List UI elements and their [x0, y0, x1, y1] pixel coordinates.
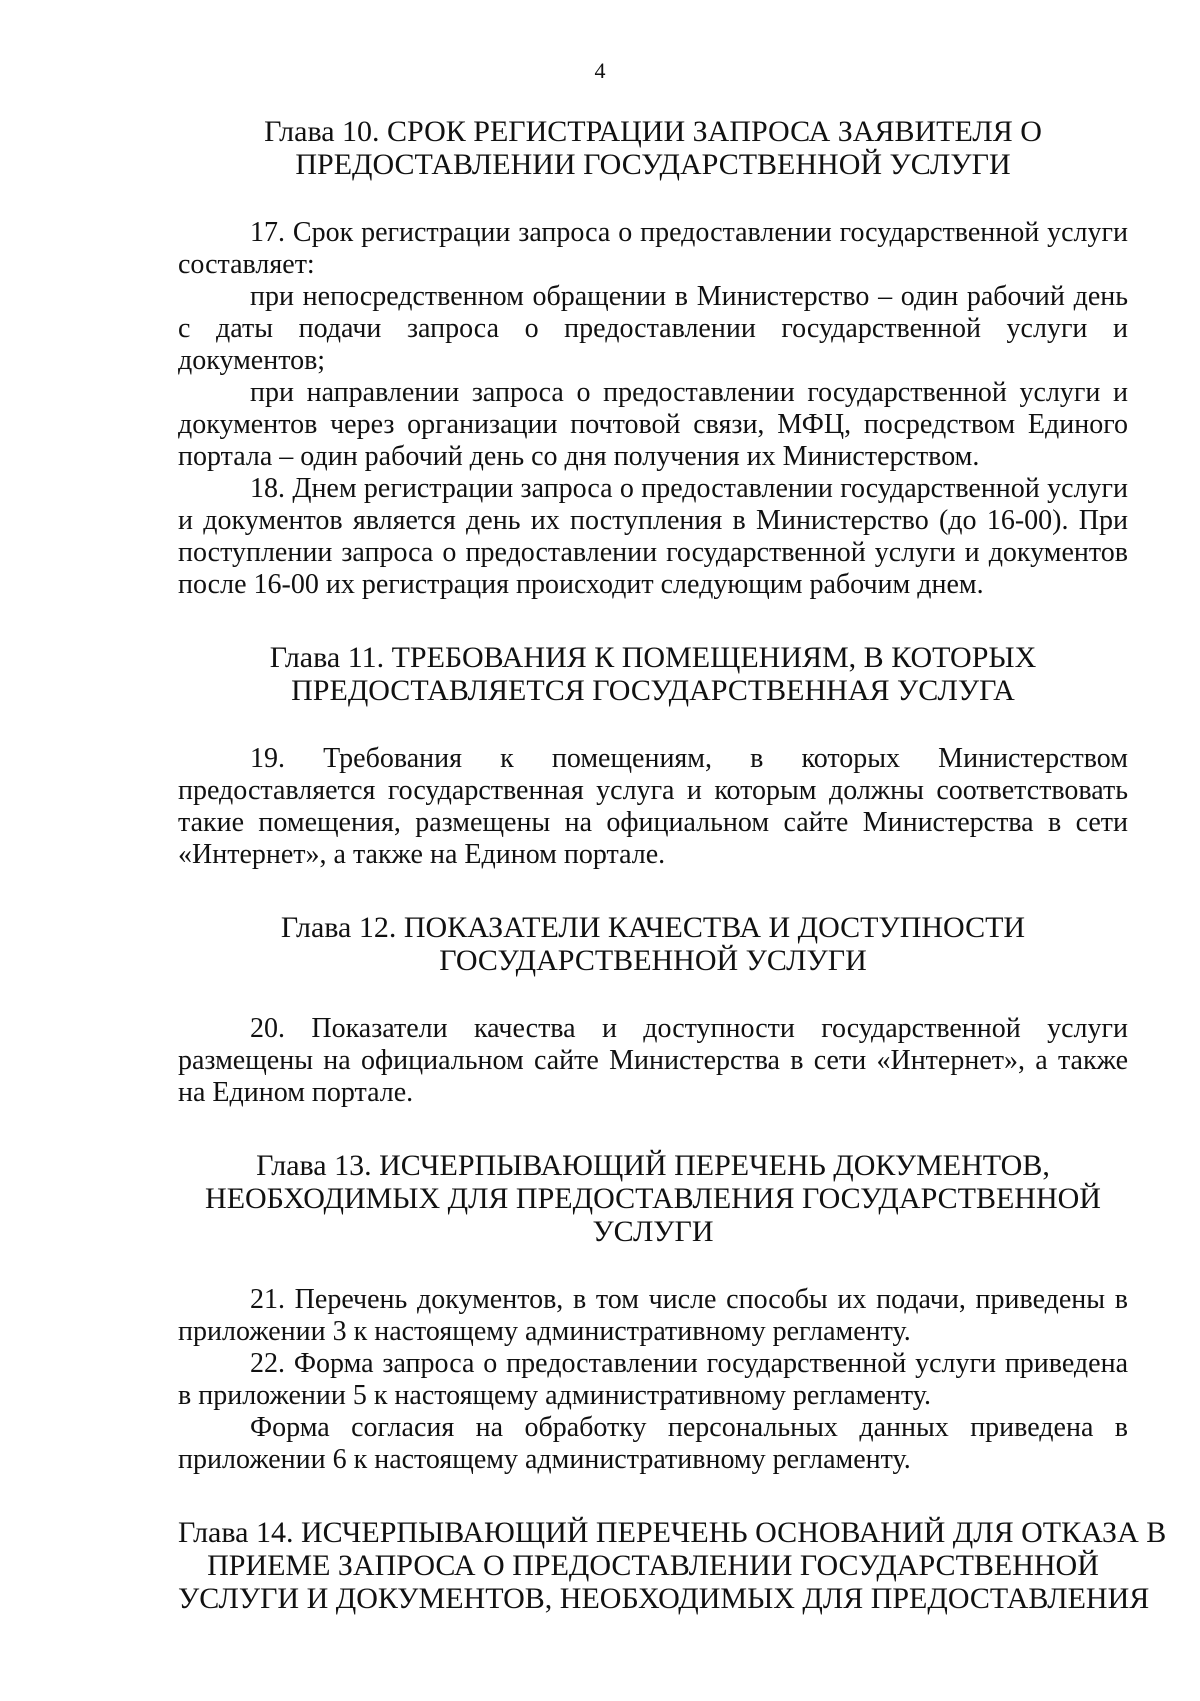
heading-line: ПРИЕМЕ ЗАПРОСА О ПРЕДОСТАВЛЕНИИ ГОСУДАРСТВЕННОЙ [207, 1549, 1099, 1582]
paragraph-21: 21. Перечень документов, в том числе способы их подачи, приведены в приложении 3 к настоящему административному регламенту. [178, 1284, 1128, 1347]
paragraph-17-direct: при непосредственном обращении в Министерство – один рабочий день с даты подачи запроса о предоставлении государственной услуги и документов; [178, 281, 1128, 376]
heading-line: Глава 12. ПОКАЗАТЕЛИ КАЧЕСТВА И ДОСТУПНОСТИ [280, 911, 1026, 944]
page-number: 4 [594, 58, 606, 83]
heading-line: ПРЕДОСТАВЛЯЕТСЯ ГОСУДАРСТВЕННАЯ УСЛУГА [291, 674, 1015, 707]
paragraph-19: 19. Требования к помещениям, в которых Министерством предоставляется государственная услуга и которым должны соответствовать такие помещения, размещены на официальном сайте Министерства в сети «Интернет», а также на Едином портале. [178, 743, 1128, 870]
chapter-heading [178, 641, 1128, 707]
heading-line: УСЛУГИ И ДОКУМЕНТОВ, НЕОБХОДИМЫХ ДЛЯ ПРЕДОСТАВЛЕНИЯ [178, 1582, 1150, 1615]
chapter-heading [178, 1516, 1167, 1615]
paragraph-22: 22. Форма запроса о предоставлении государственной услуги приведена в приложении 5 к настоящему административному регламенту. [178, 1348, 1128, 1411]
chapter-13 [178, 1149, 1128, 1476]
chapter-heading [178, 115, 1128, 181]
chapter-heading [178, 1149, 1128, 1248]
chapter-12 [178, 911, 1128, 1109]
paragraph-20: 20. Показатели качества и доступности государственной услуги размещены на официальном сайте Министерства в сети «Интернет», а также на Едином портале. [178, 1013, 1128, 1108]
heading-line: Глава 14. ИСЧЕРПЫВАЮЩИЙ ПЕРЕЧЕНЬ ОСНОВАНИЙ ДЛЯ ОТКАЗА В [178, 1516, 1167, 1549]
paragraph-22-consent: Форма согласия на обработку персональных данных приведена в приложении 6 к настоящему административному регламенту. [178, 1412, 1128, 1475]
chapter-11 [178, 641, 1128, 871]
heading-line: Глава 10. СРОК РЕГИСТРАЦИИ ЗАПРОСА ЗАЯВИТЕЛЯ О [264, 115, 1042, 148]
chapter-10 [178, 115, 1128, 601]
heading-line: Глава 13. ИСЧЕРПЫВАЮЩИЙ ПЕРЕЧЕНЬ ДОКУМЕНТОВ, [256, 1149, 1050, 1182]
heading-line: Глава 11. ТРЕБОВАНИЯ К ПОМЕЩЕНИЯМ, В КОТОРЫХ [269, 641, 1037, 674]
heading-line: ПРЕДОСТАВЛЕНИИ ГОСУДАРСТВЕННОЙ УСЛУГИ [295, 148, 1011, 181]
paragraph-17: 17. Срок регистрации запроса о предоставлении государственной услуги составляет: [178, 217, 1128, 280]
chapter-heading [178, 911, 1128, 977]
chapter-14 [178, 1516, 1167, 1615]
heading-line: НЕОБХОДИМЫХ ДЛЯ ПРЕДОСТАВЛЕНИЯ ГОСУДАРСТВЕННОЙ [205, 1182, 1101, 1215]
heading-line: ГОСУДАРСТВЕННОЙ УСЛУГИ [439, 944, 867, 977]
paragraph-17-postal: при направлении запроса о предоставлении государственной услуги и документов через организации почтовой связи, МФЦ, посредством Единого портала – один рабочий день со дня получения их Министерством. [178, 377, 1128, 472]
paragraph-18: 18. Днем регистрации запроса о предоставлении государственной услуги и документов является день их поступления в Министерство (до 16-00). При поступлении запроса о предоставлении государственной услуги и документов после 16-00 их регистрация происходит следующим рабочим днем. [178, 473, 1128, 600]
document-body [178, 115, 1167, 1655]
heading-line: УСЛУГИ [592, 1215, 714, 1248]
